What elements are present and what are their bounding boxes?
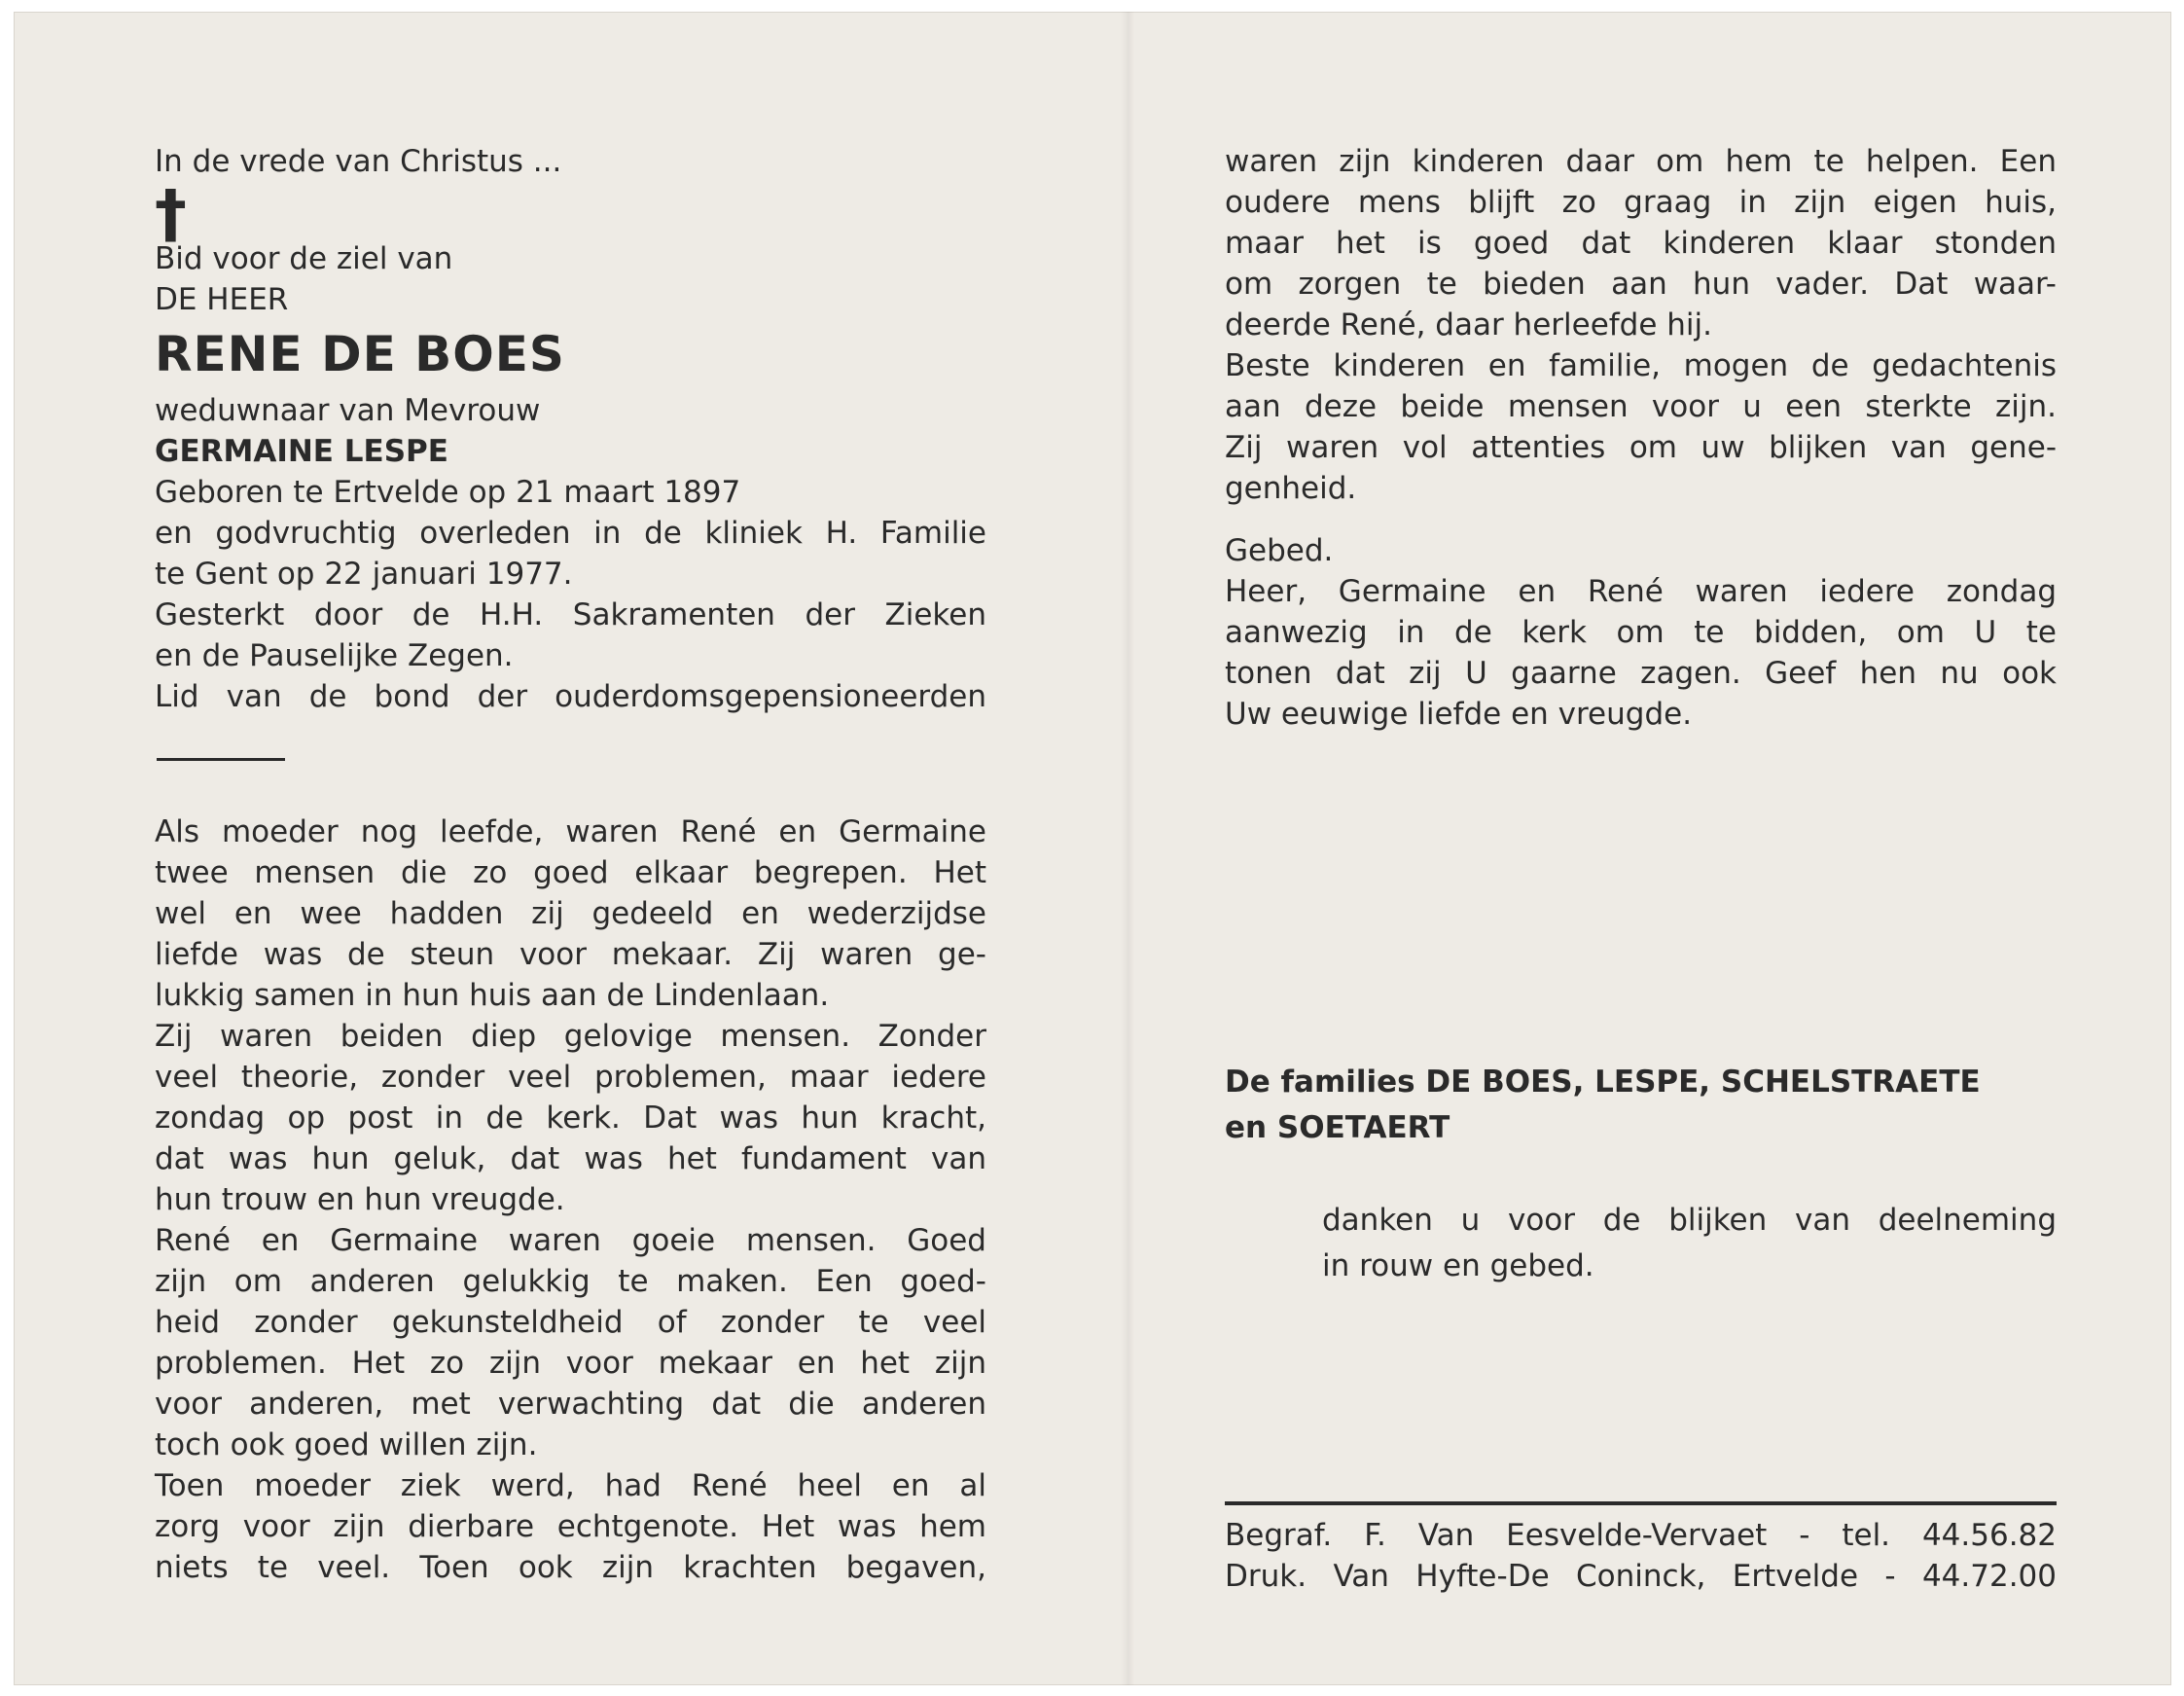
prayer-line: Heer, Germaine en René waren iedere zondag [1225,574,2057,609]
detail-line: en godvruchtig overleden in de kliniek H. Familie [155,516,986,551]
spouse-name: GERMAINE LESPE [155,434,448,469]
body-line: liefde was de steun voor mekaar. Zij waren ge- [155,937,986,972]
prayer-heading: Gebed. [1225,533,1334,568]
families-line: en SOETAERT [1225,1110,1450,1145]
body-line: niets te veel. Toen ook zijn krachten begaven, [155,1550,986,1585]
body-line: heid zonder gekunsteldheid of zonder te veel [155,1305,986,1340]
families-block [1225,1060,2003,1151]
cross-icon: † [155,176,187,251]
footer-rule [1225,1501,2057,1505]
body-line: zondag op post in de kerk. Dat was hun kracht, [155,1101,986,1136]
prayer-line: tonen dat zij U gaarne zagen. Geef hen nu ook [1225,656,2057,691]
body-line: hun trouw en hun vreugde. [155,1182,565,1217]
continued-text [1225,141,2057,509]
deceased-name: RENE DE BOES [155,326,565,382]
prayer-text [1225,571,2057,735]
body-line: lukkig samen in hun huis aan de Lindenlaan. [155,978,830,1013]
body-line: om zorgen te bieden aan hun vader. Dat waar- [1225,267,2057,302]
memorial-card [14,12,2171,1685]
detail-line: Lid van de bond der ouderdomsgepensioneerden [155,679,986,714]
thanks-block [1225,1198,2057,1289]
card-fold [1121,12,1134,1685]
body-line: waren zijn kinderen daar om hem te helpen. Een [1225,144,2057,179]
body-line: René en Germaine waren goeie mensen. Goed [155,1223,986,1258]
body-line: genheid. [1225,471,1357,506]
spacer [1225,509,2057,530]
body-line: aan deze beide mensen voor u een sterkte zijn. [1225,389,2057,424]
body-line: problemen. Het zo zijn voor mekaar en het zijn [155,1346,986,1381]
thanks-line: danken u voor de blijken van deelneming [1322,1203,2057,1238]
body-line: voor anderen, met verwachting dat die anderen [155,1387,986,1422]
title-line: DE HEER [155,282,289,317]
spacer [1225,1289,2057,1501]
left-panel [155,141,986,1588]
detail-line: en de Pauselijke Zegen. [155,638,514,673]
divider-rule [157,758,285,761]
body-line: Zij waren vol attenties om uw blijken van gene- [1225,430,2057,465]
spacer [1225,1151,2057,1198]
opening-line: In de vrede van Christus ... [155,144,562,179]
spacer [1225,735,2057,1060]
thanks-line: in rouw en gebed. [1322,1248,1594,1283]
body-line: Zij waren beiden diep gelovige mensen. Zonder [155,1019,986,1054]
tribute-text [155,812,986,1588]
body-line: twee mensen die zo goed elkaar begrepen. Het [155,855,986,890]
detail-line: te Gent op 22 januari 1977. [155,557,573,592]
printer-credits [1225,1515,2057,1597]
credit-line: Druk. Van Hyfte-De Coninck, Ertvelde - 44.72.00 [1225,1559,2057,1594]
body-line: deerde René, daar herleefde hij. [1225,307,1713,343]
credit-line: Begraf. F. Van Eesvelde-Vervaet - tel. 44.56.82 [1225,1518,2057,1553]
widower-line: weduwnaar van Mevrouw [155,393,541,428]
details-block [155,472,986,717]
body-line: zorg voor zijn dierbare echtgenote. Het was hem [155,1509,986,1544]
body-line: maar het is goed dat kinderen klaar stonden [1225,226,2057,261]
detail-line: Gesterkt door de H.H. Sakramenten der Zieken [155,597,986,632]
prayer-line: Uw eeuwige liefde en vreugde. [1225,697,1693,732]
body-line: veel theorie, zonder veel problemen, maar iedere [155,1060,986,1095]
body-line: oudere mens blijft zo graag in zijn eigen huis, [1225,185,2057,220]
body-line: wel en wee hadden zij gedeeld en wederzijdse [155,896,986,931]
body-line: Toen moeder ziek werd, had René heel en al [155,1468,986,1503]
detail-line: Geboren te Ertvelde op 21 maart 1897 [155,475,741,510]
right-panel [1225,141,2057,1597]
body-line: Als moeder nog leefde, waren René en Germaine [155,814,986,849]
body-line: Beste kinderen en familie, mogen de gedachtenis [1225,348,2057,383]
body-line: zijn om anderen gelukkig te maken. Een goed- [155,1264,986,1299]
prayer-line: aanwezig in de kerk om te bidden, om U te [1225,615,2057,650]
body-line: toch ook goed willen zijn. [155,1427,538,1462]
body-line: dat was hun geluk, dat was het fundament van [155,1141,986,1176]
families-line: De families DE BOES, LESPE, SCHELSTRAETE [1225,1065,1981,1100]
pray-line: Bid voor de ziel van [155,241,453,276]
